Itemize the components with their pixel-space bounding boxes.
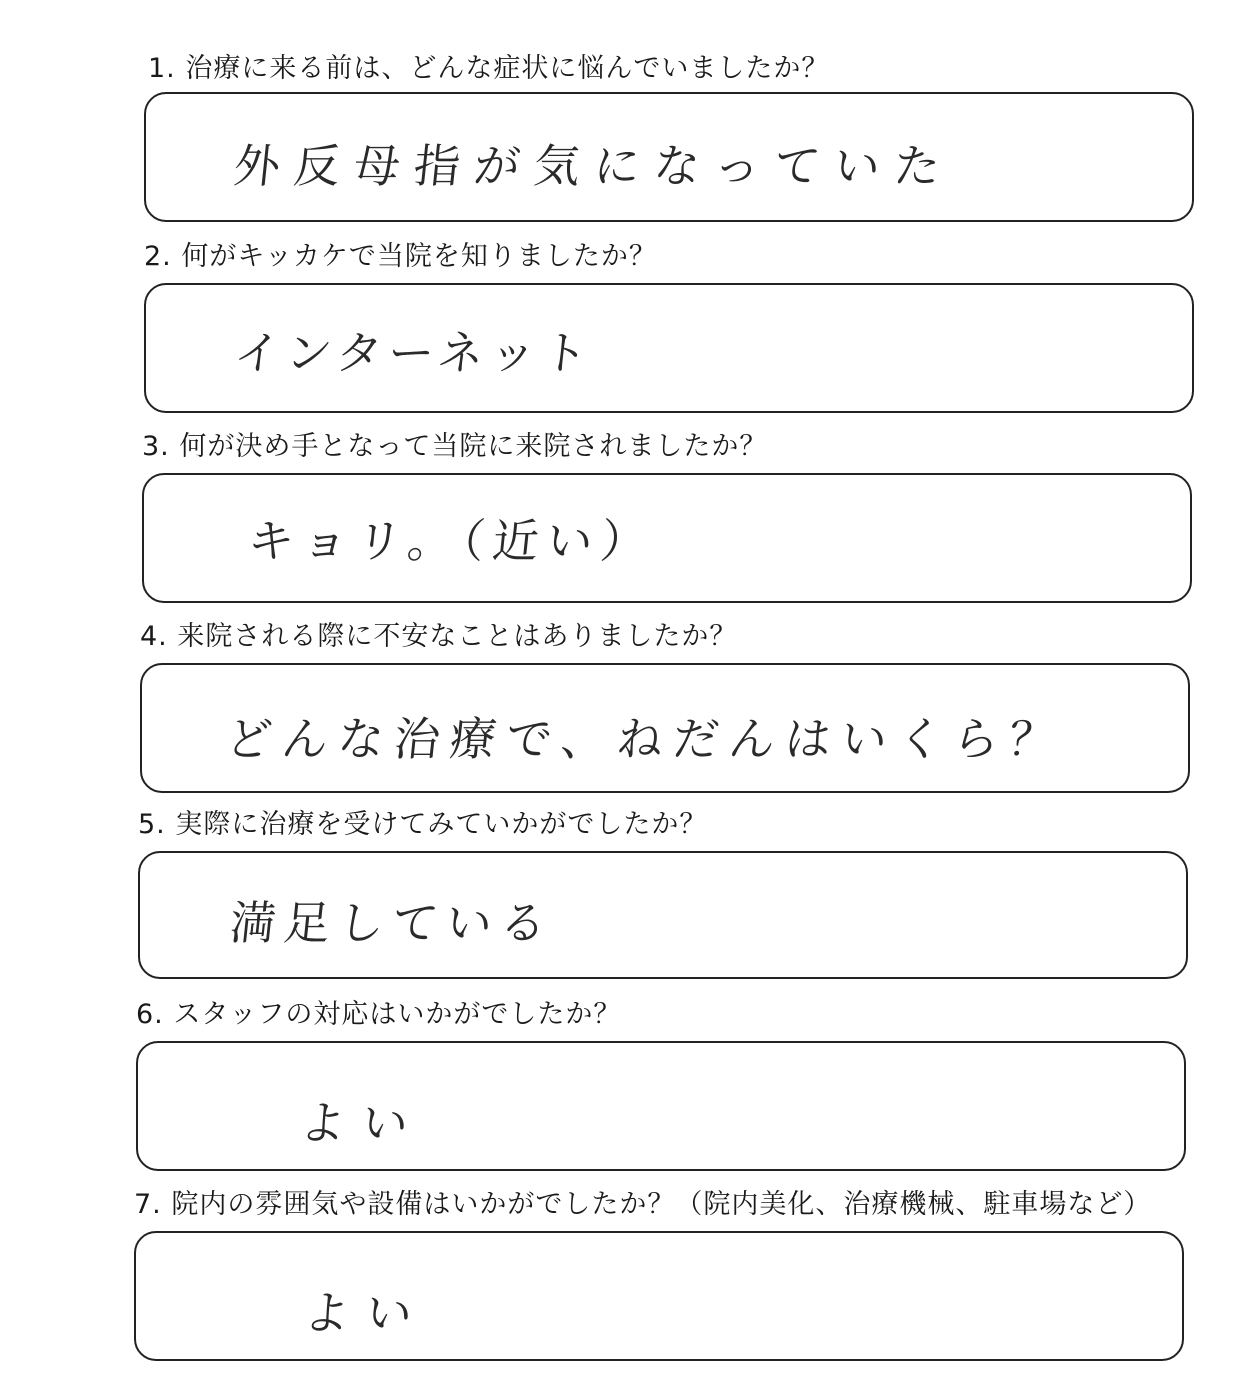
question-4-text: 来院される際に不安なことはありましたか？ (177, 621, 738, 652)
question-6-number: 6. (136, 999, 164, 1030)
question-5 (138, 808, 707, 842)
answer-7-handwriting: よい (301, 1286, 431, 1340)
question-5-text: 実際に治療を受けてみていかがでしたか？ (175, 809, 708, 840)
answer-box-5 (138, 851, 1188, 979)
answer-box-1 (144, 92, 1194, 222)
question-4 (140, 620, 737, 654)
question-5-number: 5. (138, 809, 166, 840)
answer-5-handwriting: 満足している (227, 896, 557, 950)
answer-box-3 (142, 473, 1192, 603)
answer-6-handwriting: よい (297, 1096, 427, 1150)
question-2-number: 2. (144, 241, 172, 272)
question-1-number: 1. (148, 53, 176, 84)
question-6-text: スタッフの対応はいかがでしたか？ (173, 999, 622, 1030)
question-7-number: 7. (134, 1189, 162, 1220)
question-1 (148, 52, 829, 86)
answer-box-4 (140, 663, 1190, 793)
question-7-text: 院内の雰囲気や設備はいかがでしたか？（院内美化、治療機械、駐車場など） (171, 1189, 1152, 1220)
question-6 (136, 998, 621, 1032)
question-7 (134, 1188, 1151, 1222)
answer-3-handwriting: キョリ。（近い） (245, 514, 658, 568)
answer-2-handwriting: インターネット (231, 326, 597, 380)
answer-box-2 (144, 283, 1194, 413)
answer-4-handwriting: どんな治療で、ねだんはいくら？ (223, 712, 1068, 766)
question-2-text: 何がキッカケで当院を知りましたか？ (181, 241, 657, 272)
question-4-number: 4. (140, 621, 168, 652)
question-2 (144, 240, 657, 274)
answer-box-7 (134, 1231, 1184, 1361)
question-1-text: 治療に来る前は、どんな症状に悩んでいましたか？ (185, 53, 830, 84)
question-3-text: 何が決め手となって当院に来院されましたか？ (179, 431, 768, 462)
question-3 (142, 430, 767, 464)
question-3-number: 3. (142, 431, 170, 462)
answer-1-handwriting: 外反母指が気になっていた (231, 139, 957, 193)
answer-box-6 (136, 1041, 1186, 1171)
